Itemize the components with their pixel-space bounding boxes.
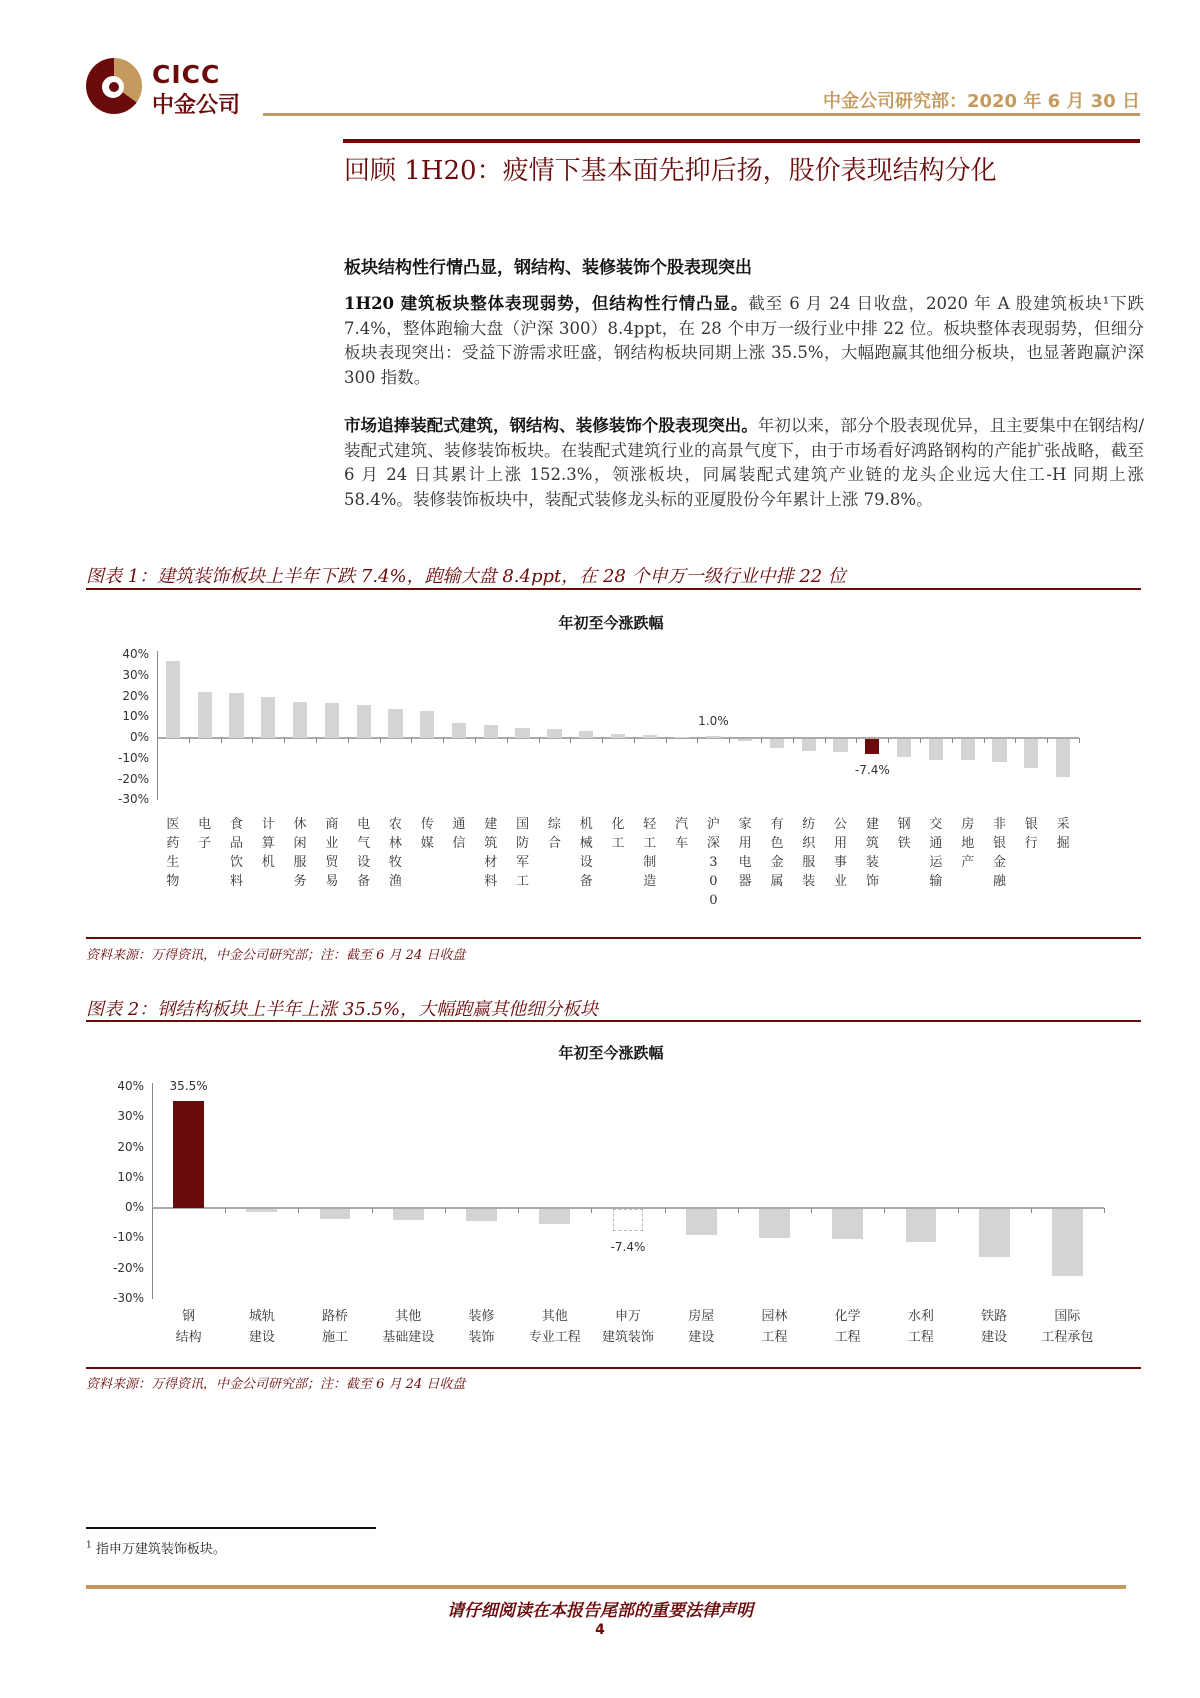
x-tick [152, 1208, 153, 1213]
x-category-label: 传媒 [420, 817, 434, 851]
x-category-label: 有色金属 [770, 817, 784, 889]
bar [759, 1209, 790, 1238]
x-category-label: 银行 [1024, 817, 1038, 851]
y-tick-label: -30% [117, 792, 149, 807]
paragraph-2-body: 年初以来，部分个股表现优异，且主要集中在钢结构/装配式建筑、装修装饰板块。在装配式建筑行业的高景气度下，由于市场看好鸿路钢构的产能扩张战略，截至 6 月 24 日其累计上涨 152.3%，领涨板块，同属装配式建筑产业链的龙头企业远大住工-H 同期上涨 58.4%。装修装饰板块中，装配式装修龙头标的亚厦股份今年累计上涨 79.8%。 [344, 416, 1145, 509]
x-category-label: 纺织服装 [802, 817, 816, 889]
bar [1052, 1209, 1083, 1276]
bar [325, 703, 339, 738]
y-tick-label: -20% [117, 771, 149, 786]
paragraph-1-lead: 1H20 建筑板块整体表现弱势，但结构性行情凸显。 [344, 294, 749, 313]
x-tick [445, 1208, 446, 1213]
x-tick [298, 1208, 299, 1213]
paragraph-1 [344, 292, 1144, 390]
bar [173, 1101, 204, 1208]
paragraph-2-lead: 市场追捧装配式建筑，钢结构、装修装饰个股表现突出。 [344, 416, 758, 435]
bar [166, 661, 180, 738]
x-tick [380, 738, 381, 743]
x-tick [920, 738, 921, 743]
x-tick [221, 738, 222, 743]
x-category-label: 园林 工程 [761, 1309, 788, 1345]
figure-1-source: 资料来源：万得资讯，中金公司研究部；注：截至 6 月 24 日收盘 [86, 948, 466, 963]
bar [393, 1209, 424, 1220]
x-category-label: 铁路 建设 [981, 1309, 1008, 1345]
bar [613, 1209, 644, 1231]
y-tick-label: 10% [122, 709, 149, 724]
x-tick [761, 738, 762, 743]
x-tick [1104, 1208, 1105, 1213]
x-category-label: 计算机 [261, 817, 275, 870]
x-tick [1015, 738, 1016, 743]
x-category-label: 食品饮料 [229, 817, 243, 889]
paragraph-2 [344, 414, 1144, 512]
y-tick-label: 30% [117, 1109, 144, 1124]
x-tick [793, 738, 794, 743]
bar [246, 1209, 277, 1212]
x-category-label: 轻工制造 [643, 817, 657, 889]
bar [961, 739, 975, 760]
y-axis [152, 1083, 153, 1299]
page-title: 回顾 1H20：疲情下基本面先抑后扬，股价表现结构分化 [344, 156, 997, 186]
footnote [86, 1538, 226, 1557]
y-tick-label: -30% [112, 1290, 144, 1305]
x-tick [225, 1208, 226, 1213]
footer-divider [86, 1585, 1126, 1589]
bar [929, 739, 943, 760]
y-tick-label: 40% [122, 647, 149, 661]
x-category-label: 其他 专业工程 [528, 1309, 581, 1345]
bar [293, 702, 307, 738]
bar [198, 692, 212, 738]
chart-1-title: 年初至今涨跌幅 [558, 614, 664, 632]
bar [388, 709, 402, 738]
y-tick-label: 0% [129, 730, 149, 744]
x-category-label: 汽车 [675, 817, 689, 851]
x-tick [316, 738, 317, 743]
x-tick [518, 1208, 519, 1213]
x-category-label: 通信 [452, 817, 466, 851]
bar [229, 693, 243, 738]
bar [738, 739, 752, 741]
figure-2-source: 资料来源：万得资讯，中金公司研究部；注：截至 6 月 24 日收盘 [86, 1377, 466, 1392]
data-label: 1.0% [698, 713, 729, 728]
x-tick [443, 738, 444, 743]
x-category-label: 建筑材料 [484, 817, 498, 889]
x-tick [884, 1208, 885, 1213]
y-tick-label: 40% [117, 1079, 144, 1093]
y-tick-label: 0% [124, 1200, 144, 1214]
x-category-label: 化工 [611, 817, 625, 851]
x-category-label: 钢铁 [897, 817, 911, 851]
bar [579, 731, 593, 738]
x-tick [952, 738, 953, 743]
footer-disclaimer: 请仔细阅读在本报告尾部的重要法律声明 [447, 1601, 753, 1621]
bar [906, 1209, 937, 1242]
x-tick [825, 738, 826, 743]
x-tick [984, 738, 985, 743]
x-category-label: 家用电器 [738, 817, 752, 889]
bar [674, 737, 688, 738]
cicc-logo-icon [86, 58, 142, 114]
footnote-divider [86, 1527, 376, 1529]
section-title: 板块结构性行情凸显，钢结构、装修装饰个股表现突出 [344, 258, 752, 278]
bar [515, 728, 529, 738]
figure-2-caption: 图表 2：钢结构板块上半年上涨 35.5%，大幅跑赢其他细分板块 [86, 999, 599, 1020]
bar [686, 1209, 717, 1235]
bar [1024, 739, 1038, 768]
x-category-label: 房地产 [961, 817, 975, 870]
footnote-marker: 1 [86, 1540, 92, 1551]
x-category-label: 化学 工程 [834, 1309, 861, 1345]
y-tick-label: 30% [122, 667, 149, 682]
data-label: -7.4% [854, 763, 890, 778]
x-category-label: 国防军工 [516, 817, 530, 889]
bar [547, 729, 561, 738]
figure-2-bottom-rule [86, 1367, 1141, 1369]
logo-cn-text: 中金公司 [152, 93, 241, 118]
figure-2-top-rule [86, 1020, 1141, 1022]
x-category-label: 非银金融 [993, 817, 1007, 889]
header-divider [263, 113, 1140, 116]
x-category-label: 机械设备 [579, 817, 593, 889]
x-tick [602, 738, 603, 743]
y-tick-label: 20% [122, 688, 149, 703]
x-tick [411, 738, 412, 743]
bar [770, 739, 784, 748]
bar [706, 736, 720, 738]
bar [979, 1209, 1010, 1257]
x-tick [958, 1208, 959, 1213]
cicc-logo [86, 58, 266, 118]
x-category-label: 路桥 施工 [322, 1309, 349, 1345]
title-divider [343, 139, 1140, 143]
x-category-label: 商业贸易 [325, 817, 339, 889]
header-date: 中金公司研究部：2020 年 6 月 30 日 [822, 91, 1140, 112]
x-category-label: 电气设备 [357, 817, 371, 889]
figure-1-bottom-rule [86, 937, 1141, 939]
paragraph-1-body: 截至 6 月 24 日收盘，2020 年 A 股建筑板块¹下跌 7.4%，整体跑输大盘（沪深 300）8.4ppt，在 28 个申万一级行业中排 22 位。板块整体表现弱势，但细分板块表现突出：受益下游需求旺盛，钢结构板块同期上涨 35.5%，大幅跑赢其他细分板块，也显著跑赢沪深 300 指数。 [344, 294, 1144, 387]
x-tick [348, 738, 349, 743]
y-tick-label: -10% [117, 750, 149, 765]
x-tick [157, 738, 158, 743]
x-tick [1079, 738, 1080, 743]
x-category-label: 国际 工程承包 [1041, 1309, 1094, 1345]
bar [643, 735, 657, 738]
x-tick [1047, 738, 1048, 743]
x-tick [591, 1208, 592, 1213]
x-category-label: 其他 基础建设 [382, 1309, 435, 1345]
bar [484, 725, 498, 738]
bar [466, 1209, 497, 1221]
x-tick [666, 738, 667, 743]
x-category-label: 水利 工程 [907, 1309, 934, 1345]
x-category-label: 医药生物 [166, 817, 180, 889]
bar [897, 739, 911, 757]
x-category-label: 休闲服务 [293, 817, 307, 889]
bar [420, 711, 434, 738]
x-category-label: 综合 [547, 817, 561, 851]
x-category-label: 交通运输 [929, 817, 943, 889]
x-tick [539, 738, 540, 743]
data-label: -7.4% [610, 1240, 646, 1255]
bar [611, 734, 625, 738]
bar [357, 705, 371, 738]
bar [452, 723, 466, 738]
bar [802, 739, 816, 751]
x-category-label: 沪深300 [706, 817, 720, 908]
x-category-label: 房屋 建设 [688, 1309, 715, 1345]
x-tick [189, 738, 190, 743]
x-tick [1031, 1208, 1032, 1213]
y-tick-label: 20% [117, 1139, 144, 1154]
x-category-label: 城轨 建设 [248, 1309, 275, 1345]
figure-1-top-rule [86, 588, 1141, 590]
x-category-label: 采掘 [1056, 817, 1070, 851]
x-tick [634, 738, 635, 743]
x-category-label: 建筑装饰 [865, 817, 879, 889]
x-tick [665, 1208, 666, 1213]
bar [992, 739, 1006, 762]
x-tick [570, 738, 571, 743]
figure-1-caption: 图表 1：建筑装饰板块上半年下跌 7.4%，跑输大盘 8.4ppt，在 28 个申万一级行业中排 22 位 [86, 566, 846, 587]
x-tick [284, 738, 285, 743]
bar [833, 739, 847, 752]
y-tick-label: -20% [112, 1260, 144, 1275]
x-category-label: 钢 结构 [175, 1309, 202, 1345]
y-tick-label: 10% [117, 1169, 144, 1184]
x-tick [729, 738, 730, 743]
x-category-label: 公用事业 [834, 817, 848, 889]
bar [1056, 739, 1070, 777]
x-tick [507, 738, 508, 743]
bar [865, 739, 879, 754]
x-tick [475, 738, 476, 743]
x-category-label: 申万 建筑装饰 [601, 1309, 654, 1345]
x-tick [888, 738, 889, 743]
bar [832, 1209, 863, 1239]
y-axis [157, 651, 158, 800]
x-tick [252, 738, 253, 743]
x-tick [811, 1208, 812, 1213]
x-tick [738, 1208, 739, 1213]
bar [539, 1209, 570, 1224]
x-category-label: 装修 装饰 [468, 1309, 495, 1345]
logo-en-text: CICC [152, 60, 221, 89]
x-tick [372, 1208, 373, 1213]
page-number: 4 [595, 1622, 605, 1638]
bar [261, 697, 275, 738]
x-category-label: 农林牧渔 [388, 817, 402, 889]
x-tick [697, 738, 698, 743]
data-label: 35.5% [169, 1078, 208, 1093]
chart-2-title: 年初至今涨跌幅 [558, 1044, 664, 1062]
bar [320, 1209, 351, 1219]
y-tick-label: -10% [112, 1230, 144, 1245]
footnote-text: 指申万建筑装饰板块。 [95, 1542, 226, 1557]
x-tick [856, 738, 857, 743]
x-category-label: 电子 [198, 817, 212, 851]
